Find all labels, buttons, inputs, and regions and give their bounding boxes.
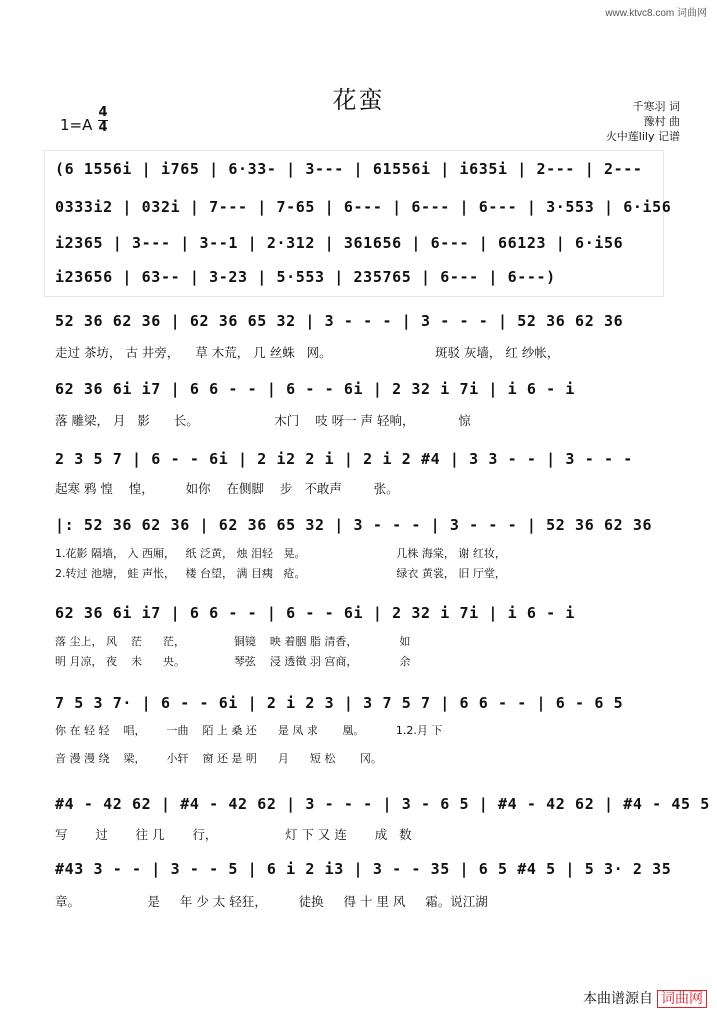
lyric-row-10-verse-2: 音 漫 漫 绕 梁， 小轩 窗 还 是 明 月 短 松 冈。	[55, 752, 382, 765]
page-title: 花蛮	[332, 86, 385, 114]
watermark: www.ktvc8.com 词曲网	[605, 8, 707, 19]
composer-credit: 豫村 曲	[643, 115, 680, 128]
lyric-row-9-verse-1: 落 尘上， 风 茫 茫， 铜镜 映 着胭 脂 清香， 如	[55, 635, 411, 648]
time-signature	[98, 107, 108, 134]
time-signature-top: 4	[98, 105, 108, 120]
source-badge: 词曲网	[657, 990, 707, 1008]
lyricist-credit: 千寒羽 词	[632, 100, 680, 113]
score-row-8: |: 52 36 62 36 | 62 36 65 32 | 3 - - - | 3 - - - | 52 36 62 36	[55, 516, 653, 534]
score-row-11: #4 - 42 62 | #4 - 42 62 | 3 - - - | 3 - 6 5 | #4 - 42 62 | #4 - 45 5	[55, 795, 710, 813]
source-footer	[583, 988, 707, 1008]
lyric-row-8-verse-1: 1.花影 隔墙， 入 西厢， 纸 泛黄， 烛 泪轻 晃。 几株 海棠， 谢 红妆，	[55, 547, 506, 560]
lyric-row-8-verse-2: 2.转过 池塘， 蛙 声怅， 楼 台望， 满 目痍 疮。 绿衣 黄裳， 旧 厅堂，	[55, 567, 506, 580]
lyric-row-9-verse-2: 明 月凉， 夜 未 央。 琴弦 浸 透徵 羽 宫商， 余	[55, 655, 411, 668]
source-footer-text: 本曲谱源自	[583, 991, 653, 1007]
score-row-1: (6 1556i | i765 | 6·33- | 3--- | 61556i | i635i | 2--- | 2---	[55, 160, 643, 178]
transcriber-credit: 火中莲lily 记谱	[605, 130, 680, 143]
score-row-3: i2365 | 3--- | 3--1 | 2·312 | 361656 | 6--- | 66123 | 6·i56	[55, 234, 624, 252]
key-signature: 1=A	[60, 116, 93, 134]
lyric-row-11: 写 过 往 几 行， 灯 下 又 连 成 数	[55, 827, 412, 842]
score-row-4: i23656 | 63-- | 3-23 | 5·553 | 235765 | 6--- | 6---)	[55, 268, 556, 286]
score-row-6: 62 36 6i i7 | 6 6 - - | 6 - - 6i | 2 32 i 7i | i 6 - i	[55, 380, 576, 398]
score-row-12: #43 3 - - | 3 - - 5 | 6 i 2 i3 | 3 - - 35 | 6 5 #4 5 | 5 3· 2 35	[55, 860, 672, 878]
lyric-row-12: 章。 是 年 少 太 轻狂， 徒换 得 十 里 风 霜。说江湖	[55, 894, 488, 909]
score-row-10: 7 5 3 7· | 6 - - 6i | 2 i 2 3 | 3 7 5 7 | 6 6 - - | 6 - 6 5	[55, 694, 624, 712]
score-row-9: 62 36 6i i7 | 6 6 - - | 6 - - 6i | 2 32 i 7i | i 6 - i	[55, 604, 576, 622]
score-row-5: 52 36 62 36 | 62 36 65 32 | 3 - - - | 3 - - - | 52 36 62 36	[55, 312, 624, 330]
lyric-row-6: 落 雕梁， 月 影 长。 木门 吱 呀一 声 轻响， 惊	[55, 413, 471, 428]
lyric-row-10-verse-1: 你 在 轻 轻 唱， 一曲 陌 上 桑 还 是 凤 求 凰。 1.2.月 下	[55, 724, 443, 737]
score-row-2: 0333i2 | 032i | 7--- | 7-65 | 6--- | 6--- | 6--- | 3·553 | 6·i56	[55, 198, 672, 216]
time-signature-bottom: 4	[98, 120, 108, 135]
lyric-row-7: 起寒 鸦 惶 惶， 如你 在侧脚 步 不敢声 张。	[55, 481, 399, 496]
lyric-row-5: 走过 茶坊， 古 井旁， 草 木荒， 几 丝蛛 网。 斑驳 灰墙， 红 纱帐，	[55, 345, 560, 360]
score-row-7: 2 3 5 7 | 6 - - 6i | 2 i2 2 i | 2 i 2 #4 | 3 3 - - | 3 - - -	[55, 450, 633, 468]
